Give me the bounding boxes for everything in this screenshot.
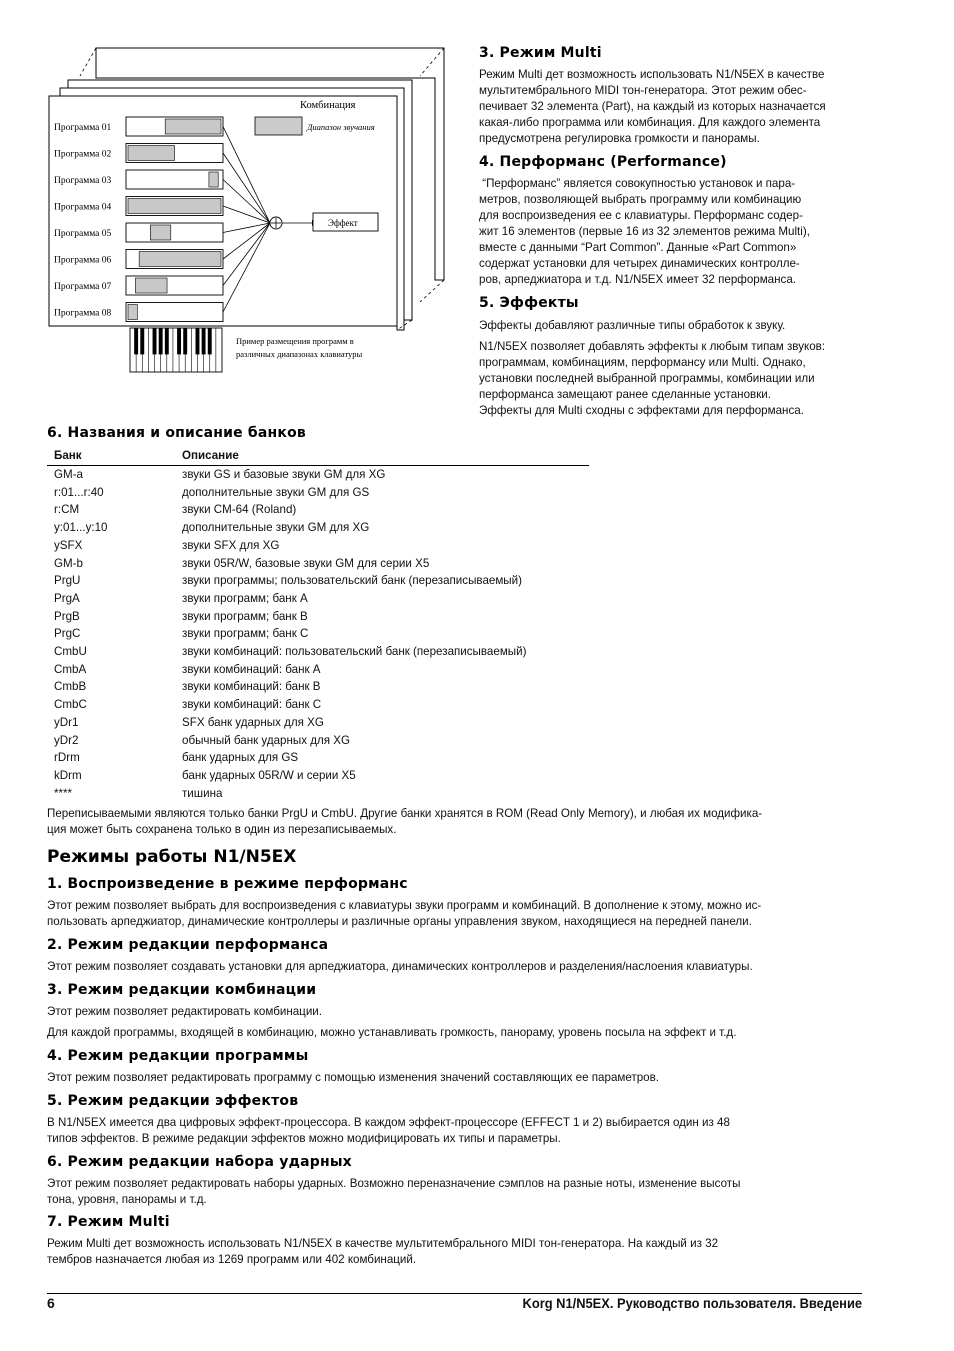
combination-label: Комбинация (300, 100, 356, 111)
bank-description-cell: банк ударных для GS (182, 751, 299, 765)
program-label: Программа 05 (54, 229, 112, 239)
modes-title: Режимы работы N1/N5EX (47, 847, 297, 867)
program-label: Программа 04 (54, 202, 112, 213)
bank-name-cell: GM-b (54, 556, 83, 570)
bank-name-cell: CmbC (54, 698, 87, 712)
black-key (183, 328, 187, 354)
bank-description-cell: звуки 05R/W, базовые звуки GM для серии X5 (182, 556, 430, 570)
table-row (47, 537, 589, 555)
bank-description-cell: звуки программ; банк B (182, 609, 308, 623)
program-label: Программа 07 (54, 282, 112, 292)
text-line: установки последней выбранной программы, комбинации или (479, 372, 815, 385)
bank-description-cell: дополнительные звуки GM для XG (182, 521, 370, 535)
text-line: печивает 32 элемента (Part), на каждый из которых назначается (479, 100, 826, 113)
bank-name-cell: CmbA (54, 662, 87, 676)
mode3-paragraph-1: Этот режим позволяет редактировать комбинации. (47, 1005, 322, 1018)
black-key (165, 328, 169, 354)
text-line: N1/N5EX позволяет добавлять эффекты к любым типам звуков: (479, 340, 826, 353)
mode3-paragraph-2: Для каждой программы, входящей в комбинацию, можно устанавливать громкость, панораму, уровень посыла на эффект и т.д. (47, 1026, 737, 1039)
table-row (47, 608, 589, 626)
bank-description-cell: звуки комбинаций: пользовательский банк (перезаписываемый) (182, 645, 527, 659)
text-line: тембров назначается любая из 1269 программ или 402 комбинаций. (47, 1253, 417, 1266)
program-range-box (126, 170, 223, 189)
program-range-box (126, 303, 223, 322)
table-row (47, 466, 589, 484)
page-number: 6 (47, 1295, 55, 1311)
program-label: Программа 01 (54, 123, 112, 133)
mode5-heading: 5. Режим редакции эффектов (47, 1093, 299, 1109)
text-line: тона, уровня, панорамы и т.д. (47, 1193, 207, 1206)
bank-name-cell: CmbU (54, 645, 87, 659)
text-line: “Перформанс” является совокупностью установок и пара- (479, 177, 796, 190)
black-key (196, 328, 200, 354)
black-key (208, 328, 212, 354)
table-row (47, 732, 589, 750)
text-line: метров, позволяющей выбрать программу или комбинацию (479, 193, 802, 206)
column-header-description: Описание (182, 449, 239, 462)
text-line: мультитембрального MIDI тон-генератора. Этот режим обес- (479, 84, 807, 97)
mode1-paragraph (47, 898, 877, 930)
black-key (202, 328, 206, 354)
text-line: для воспроизведения ее с клавиатуры. Перформанс содер- (479, 209, 803, 222)
s4-paragraph (479, 176, 879, 288)
bank-description-cell: звуки SFX для XG (182, 538, 280, 552)
program-range-fill (135, 278, 167, 293)
column-header-bank: Банк (54, 449, 82, 462)
mode2-heading: 2. Режим редакции перформанса (47, 937, 329, 953)
text-line: Этот режим позволяет редактировать наборы ударных. Возможно переназначение сэмплов на разные ноты, изменение высоты (47, 1177, 741, 1190)
text-line: Этот режим позволяет выбрать для воспроизведения с клавиатуры звуки программ и комбинаций. В дополнение к этому, можно ис- (47, 899, 762, 912)
bank-description-cell: звуки программ; банк A (182, 591, 308, 605)
bank-name-cell: yDr1 (54, 715, 79, 729)
text-line: В N1/N5EX имеется два цифровых эффект-процессора. В каждом эффект-процессоре (EFFECT 1 и 2) выбирается один из 48 (47, 1116, 730, 1129)
program-label: Программа 02 (54, 149, 112, 160)
text-line: Режим Multi дет возможность использовать N1/N5EX в качестве мультитембрального MIDI тон-генератора. На каждый из 32 (47, 1237, 719, 1250)
text-line: Эффекты для Multi сходны с эффектами для перформанса. (479, 404, 804, 417)
program-range-fill (209, 172, 218, 187)
program-range-box (126, 223, 223, 242)
mode3-heading: 3. Режим редакции комбинации (47, 982, 317, 998)
s5-paragraph-2 (479, 339, 879, 419)
s3-paragraph (479, 67, 879, 147)
bank-name-cell: r:01...r:40 (54, 485, 104, 499)
bank-description-cell: дополнительные звуки GM для GS (182, 485, 370, 499)
bank-description-cell: звуки комбинаций: банк C (182, 698, 322, 712)
text-line: вместе с данными “Part Common”. Данные «Part Common» (479, 241, 797, 254)
bank-name-cell: **** (54, 786, 73, 800)
text-line: содержат установки для четырех динамических контролле- (479, 257, 800, 270)
mode6-paragraph (47, 1176, 877, 1208)
bank-description-cell: звуки GS и базовые звуки GM для XG (182, 468, 386, 481)
program-range-fill (165, 119, 221, 134)
table-row (47, 696, 589, 714)
bank-description-cell: банк ударных 05R/W и серии X5 (182, 768, 356, 782)
s5-heading: 5. Эффекты (479, 295, 579, 311)
bank-name-cell: GM-a (54, 468, 83, 481)
bank-name-cell: CmbB (54, 680, 87, 694)
text-line: какая-либо программа или комбинация. Для каждого элемента (479, 116, 821, 129)
range-legend-swatch (255, 117, 302, 135)
bank-description-cell: звуки комбинаций: банк B (182, 680, 321, 694)
table-row (47, 590, 589, 608)
table-row (47, 785, 589, 803)
bank-name-cell: kDrm (54, 768, 82, 782)
mode2-paragraph: Этот режим позволяет создавать установки для арпеджиатора, динамических контроллеров и разделения/наслоения клавиатуры. (47, 960, 753, 973)
banks-heading: 6. Названия и описание банков (47, 425, 306, 441)
program-range-fill (128, 146, 175, 161)
text-line: ров, арпеджиатора и т.д. N1/N5EX имеет 32 перформанса. (479, 273, 796, 286)
text-line: Переписываемыми являются только банки PrgU и CmbU. Другие банки хранятся в ROM (Read Only Memory), и любая их модифика- (47, 807, 763, 820)
mode4-heading: 4. Режим редакции программы (47, 1048, 309, 1064)
bank-name-cell: PrgC (54, 627, 81, 641)
table-row (47, 661, 589, 679)
range-label: Диапазон звучания (307, 122, 375, 132)
bank-name-cell: PrgU (54, 574, 81, 588)
black-key (159, 328, 163, 354)
program-label: Программа 08 (54, 308, 112, 319)
table-row (47, 501, 589, 519)
program-label: Программа 06 (54, 255, 112, 266)
bank-name-cell: PrgB (54, 609, 80, 623)
s3-heading: 3. Режим Multi (479, 45, 602, 61)
bank-name-cell: ySFX (54, 538, 83, 552)
text-line: пользовать арпеджиатор, динамические контроллеры и различные органы управления звуком, находящиеся на передней панели. (47, 915, 752, 928)
table-row (47, 555, 589, 573)
bank-description-cell: звуки CM-64 (Roland) (182, 503, 297, 517)
bank-description-cell: SFX банк ударных для XG (182, 715, 324, 729)
mode7-heading: 7. Режим Multi (47, 1214, 170, 1230)
bank-description-cell: тишина (182, 786, 223, 800)
banks-table-wrap (47, 448, 589, 802)
footer-rule (47, 1293, 862, 1294)
banks-table (47, 448, 589, 802)
table-row (47, 484, 589, 502)
program-range-fill (128, 199, 221, 214)
program-range-fill (139, 252, 221, 267)
black-key (140, 328, 144, 354)
text-line: перформанса замещают ранее сделанные установки. (479, 388, 771, 401)
s4-heading: 4. Перформанс (Performance) (479, 154, 727, 170)
table-row (47, 749, 589, 767)
text-line: предусмотрена регулировка громкости и панорамы. (479, 132, 760, 145)
s5-paragraph-1: Эффекты добавляют различные типы обработок к звуку. (479, 319, 786, 332)
banks-note (47, 806, 877, 838)
table-row (47, 519, 589, 537)
bank-description-cell: звуки программы; пользовательский банк (перезаписываемый) (182, 574, 522, 588)
mode7-paragraph (47, 1236, 877, 1268)
mode1-heading: 1. Воспроизведение в режиме перформанс (47, 876, 408, 892)
combination-diagram (40, 40, 460, 380)
black-key (177, 328, 181, 354)
text-line: программам, комбинациям, перформансу или Multi. Однако, (479, 356, 806, 369)
black-key (134, 328, 138, 354)
keyboard-icon (130, 328, 222, 372)
program-range-fill (150, 225, 170, 240)
table-row (47, 714, 589, 732)
table-row (47, 572, 589, 590)
bank-description-cell: обычный банк ударных для XG (182, 733, 351, 747)
diagram-caption-line1: Пример размещения программ в (236, 336, 354, 346)
text-line: типов эффектов. В режиме редакции эффектов можно модифицировать их типы и параметры. (47, 1132, 561, 1145)
text-line: ция может быть сохранена только в один из перезаписываемых. (47, 823, 397, 836)
bank-description-cell: звуки программ; банк C (182, 627, 309, 641)
mode6-heading: 6. Режим редакции набора ударных (47, 1154, 352, 1170)
table-row (47, 625, 589, 643)
program-label: Программа 03 (54, 176, 112, 186)
diagram-caption-line2: различных диапазонах клавиатуры (236, 349, 363, 359)
mode5-paragraph (47, 1115, 877, 1147)
effect-label: Эффект (328, 218, 358, 228)
bank-name-cell: yDr2 (54, 733, 79, 747)
bank-description-cell: звуки комбинаций: банк A (182, 662, 321, 676)
bank-name-cell: r:CM (54, 503, 80, 517)
banks-header-row (47, 448, 589, 466)
bank-name-cell: rDrm (54, 751, 80, 765)
mode4-paragraph: Этот режим позволяет редактировать программу с помощью изменения значений составляющих ее параметров. (47, 1071, 660, 1084)
text-line: Режим Multi дет возможность использовать N1/N5EX в качестве (479, 68, 825, 81)
program-range-fill (128, 305, 137, 320)
bank-name-cell: y:01...y:10 (54, 521, 108, 535)
table-row (47, 678, 589, 696)
footer-title: Korg N1/N5EX. Руководство пользователя. Введение (522, 1295, 862, 1311)
table-row (47, 643, 589, 661)
black-key (153, 328, 157, 354)
table-row (47, 767, 589, 785)
text-line: жит 16 элементов (первые 16 из 32 элементов режима Multi), (479, 225, 810, 238)
bank-name-cell: PrgA (54, 591, 80, 605)
